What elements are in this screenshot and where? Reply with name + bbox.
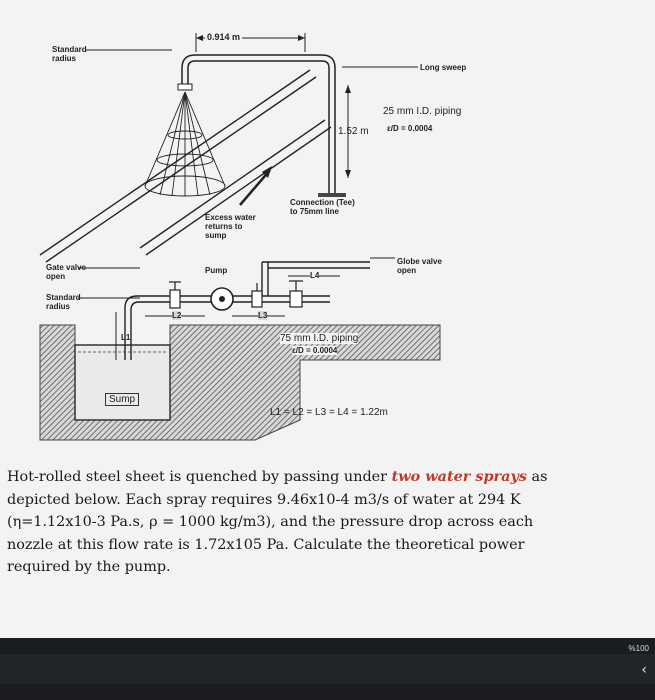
label-gate-valve: Gate valve open <box>46 263 87 281</box>
label-roughness-25: ε/D = 0.0004 <box>387 124 433 133</box>
label-sump: Sump <box>105 393 139 406</box>
globe-valve-symbol <box>252 281 303 307</box>
label-roughness-75: ε/D = 0.0004 <box>292 346 338 355</box>
sump-tank <box>75 345 170 420</box>
label-height-152: 1.52 m <box>338 126 369 137</box>
problem-line-2: depicted below. Each spray requires 9.46x10-4 m3/s of water at 294 K <box>7 491 521 508</box>
label-connection-tee: Connection (Tee) to 75mm line <box>290 198 355 216</box>
battery-indicator: %100 <box>628 644 649 653</box>
problem-line-5: required by the pump. <box>7 559 171 575</box>
label-standard-radius-bottom: Standard radius <box>46 293 81 311</box>
chevron-left-icon[interactable]: ‹ <box>641 662 647 678</box>
problem-line-3: (η=1.12x10-3 Pa.s, ρ = 1000 kg/m3), and the pressure drop across each <box>7 514 534 530</box>
dimension-0914: 0.914 m <box>207 32 241 42</box>
label-L1: L1 <box>121 333 131 342</box>
problem-statement <box>7 466 655 579</box>
problem-line-1-post: as <box>526 469 548 485</box>
label-75mm-piping: 75 mm I.D. piping <box>280 333 359 344</box>
emphasis-two-water-sprays: two water sprays <box>391 468 527 485</box>
spray-nozzle-cone <box>145 92 225 196</box>
label-25mm-piping: 25 mm I.D. piping <box>383 106 462 117</box>
label-excess-water: Excess water returns to sump <box>205 213 256 240</box>
label-lengths: L1 = L2 = L3 = L4 = 1.22m <box>270 407 388 418</box>
label-pump: Pump <box>205 266 228 275</box>
problem-line-1 <box>7 466 655 489</box>
gate-valve-symbol <box>169 282 181 308</box>
label-L2: L2 <box>172 311 182 320</box>
label-L4: L4 <box>310 271 320 280</box>
label-long-sweep: Long sweep <box>420 63 467 72</box>
label-standard-radius-top: Standard radius <box>52 45 87 63</box>
problem-line-4: nozzle at this flow rate is 1.72x105 Pa. Calculate the theoretical power <box>7 536 525 553</box>
problem-line-1-pre: Hot-rolled steel sheet is quenched by passing under <box>7 469 392 485</box>
label-globe-valve: Globe valve open <box>397 257 442 275</box>
bottom-strip <box>0 654 655 684</box>
label-L3: L3 <box>258 311 268 320</box>
bottom-bar <box>0 638 655 700</box>
